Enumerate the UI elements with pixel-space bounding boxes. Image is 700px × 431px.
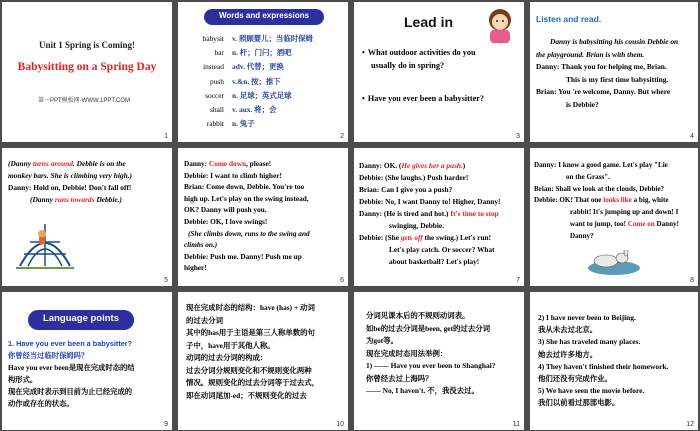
- slide-12[interactable]: [530, 292, 698, 430]
- slide-number: 12: [686, 421, 694, 428]
- vocab-zh: n. 杆；门闩；酒吧: [232, 48, 292, 58]
- slide-heading: Language points: [43, 313, 119, 324]
- monkey-bars-illustration: [16, 214, 74, 272]
- slide-number: 4: [690, 133, 694, 140]
- slide-number: 11: [512, 421, 520, 428]
- vocab-zh: v.&n. 按；推下: [232, 76, 281, 86]
- slide-footer: 第一PPT模板网-WWW.1PPT.COM: [38, 98, 130, 104]
- dialogue-text: Danny: I know a good game. Let's play "Lie on the Grass". Brian: Shall we look at the clouds, Debbie? Debbie: OK! That one looks like a big, white rabbit! It's jumping up and down! I want to jump, too! Come on Danny! Danny?: [534, 161, 679, 240]
- slide-heading: Words and expressions: [218, 11, 310, 20]
- rabbit-illustration: [584, 250, 646, 276]
- dialogue-text: Danny is babysitting his cousin Debbie on the playground. Brian is with them. Danny: Thank you for helping me, Brian. This is my first time babysitting. Brian: You 're welcome, Danny. But where is Debbie?: [536, 37, 679, 109]
- lead-question-1: • What outdoor activities do you usually do in spring?: [362, 48, 476, 70]
- slide-heading: Lead in: [404, 14, 454, 30]
- vocab-zh: n. 足球；英式足球: [232, 90, 292, 100]
- slide-number: 8: [690, 277, 694, 284]
- slide-number: 6: [340, 277, 344, 284]
- vocab-en: babysit: [202, 34, 224, 43]
- slide-8[interactable]: [530, 148, 698, 286]
- explanation-text: 1. Have you ever been a babysitter? 你曾经当过临时保姆吗？ Have you ever been是现在完成时态的结 构形式。 现在完成时表示到目前为止已经完成的 动作或存在的状态。: [8, 339, 135, 408]
- vocab-en: rabbit: [206, 119, 224, 129]
- vocab-en: instead: [203, 62, 224, 72]
- dialogue-text: Danny: Come down, please! Debbie: I want to climb higher! Brian: Come down, Debbie. You're too high up. Let's play on the swing instead, OK? Danny will push you. Debbie: OK, I love swings! (She climbs down, runs to the swing and climbs on.) Debbie: Push me. Danny! Push me up higher!: [184, 159, 310, 273]
- lesson-title: Babysitting on a Spring Day: [17, 61, 157, 73]
- slide-number: 2: [340, 133, 344, 140]
- slide-11[interactable]: [354, 292, 524, 430]
- vocab-en: shall: [210, 105, 224, 115]
- vocab-en: soccer: [205, 90, 224, 100]
- slide-heading: Listen and read.: [536, 14, 602, 24]
- lead-question-2: • Have you ever been a babysitter?: [362, 94, 484, 103]
- vocab-en: push: [210, 76, 224, 86]
- girl-illustration: [482, 6, 518, 44]
- explanation-text: 现在完成时态的结构：have (has) + 动词 的过去分词 其中的has用于主语是第三人称单数的句 子中，have用于其他人称。 动词的过去分词的构成： 过去分词分规则变化和不规则变化两种 情况。规则变化的过去分词等于过去式， 即在动词尾加-ed；不规则变化的过去: [186, 303, 320, 400]
- slide-number: 9: [164, 421, 168, 428]
- slide-number: 7: [516, 277, 520, 284]
- vocab-zh: adv. 代替；更换: [232, 62, 284, 72]
- vocab-list: [190, 32, 346, 131]
- slide-number: 10: [336, 421, 344, 428]
- explanation-text: 分词见课本后的不规则动词表。 如be的过去分词是been, get的过去分词 为got等。 现在完成时态用法举例： 1) —— Have you ever been to Shanghai? 你曾经去过上海吗？ —— No, I haven't. 不，我没去过。: [366, 311, 496, 395]
- slide-number: 1: [164, 133, 168, 140]
- slide-2[interactable]: [178, 2, 348, 142]
- slide-6[interactable]: [178, 148, 348, 286]
- unit-title: Unit 1 Spring is Coming!: [38, 40, 136, 50]
- slide-number: 5: [164, 277, 168, 284]
- vocab-zh: n. 兔子: [232, 119, 255, 129]
- slide-1[interactable]: [2, 2, 172, 142]
- slide-4[interactable]: [530, 2, 698, 142]
- slide-3[interactable]: [354, 2, 524, 142]
- dialogue-text: (Danny turns around. Debbie is on the monkey bars. She is climbing very high.) Danny: Hold on, Debbie! Don't fall off! (Danny runs towards Debbie.): [8, 159, 133, 204]
- explanation-text: 2) I have never been to Beijing. 我从未去过北京。 3) She has traveled many places. 她去过许多地方。 4) They haven't finished their homework. 他们还没有完成作业。 5) We have seen the movie before. 我们以前看过那部电影。: [538, 313, 669, 408]
- slide-5[interactable]: [2, 148, 172, 286]
- vocab-zh: v. 照顾婴儿；当临时保姆: [232, 34, 313, 43]
- slide-10[interactable]: [178, 292, 348, 430]
- dialogue-text: Danny: OK. (He gives her a push.) Debbie: (She laughs.) Push harder! Brian: Can I give you a push? Debbie: No, I want Danny to! Higher, Danny! Danny: (He is tired and hot.) It's time to stop swinging, Debbie. Debbie: (She gets off the swing.) Let's run! Let's play catch. Or soccer? What about basketball? Let's play!: [359, 161, 501, 266]
- vocab-zh: v. aux. 将；会: [232, 105, 277, 115]
- vocab-en: bar: [214, 48, 224, 58]
- slide-number: 3: [516, 133, 520, 140]
- slide-9[interactable]: [2, 292, 172, 430]
- slide-7[interactable]: [354, 148, 524, 286]
